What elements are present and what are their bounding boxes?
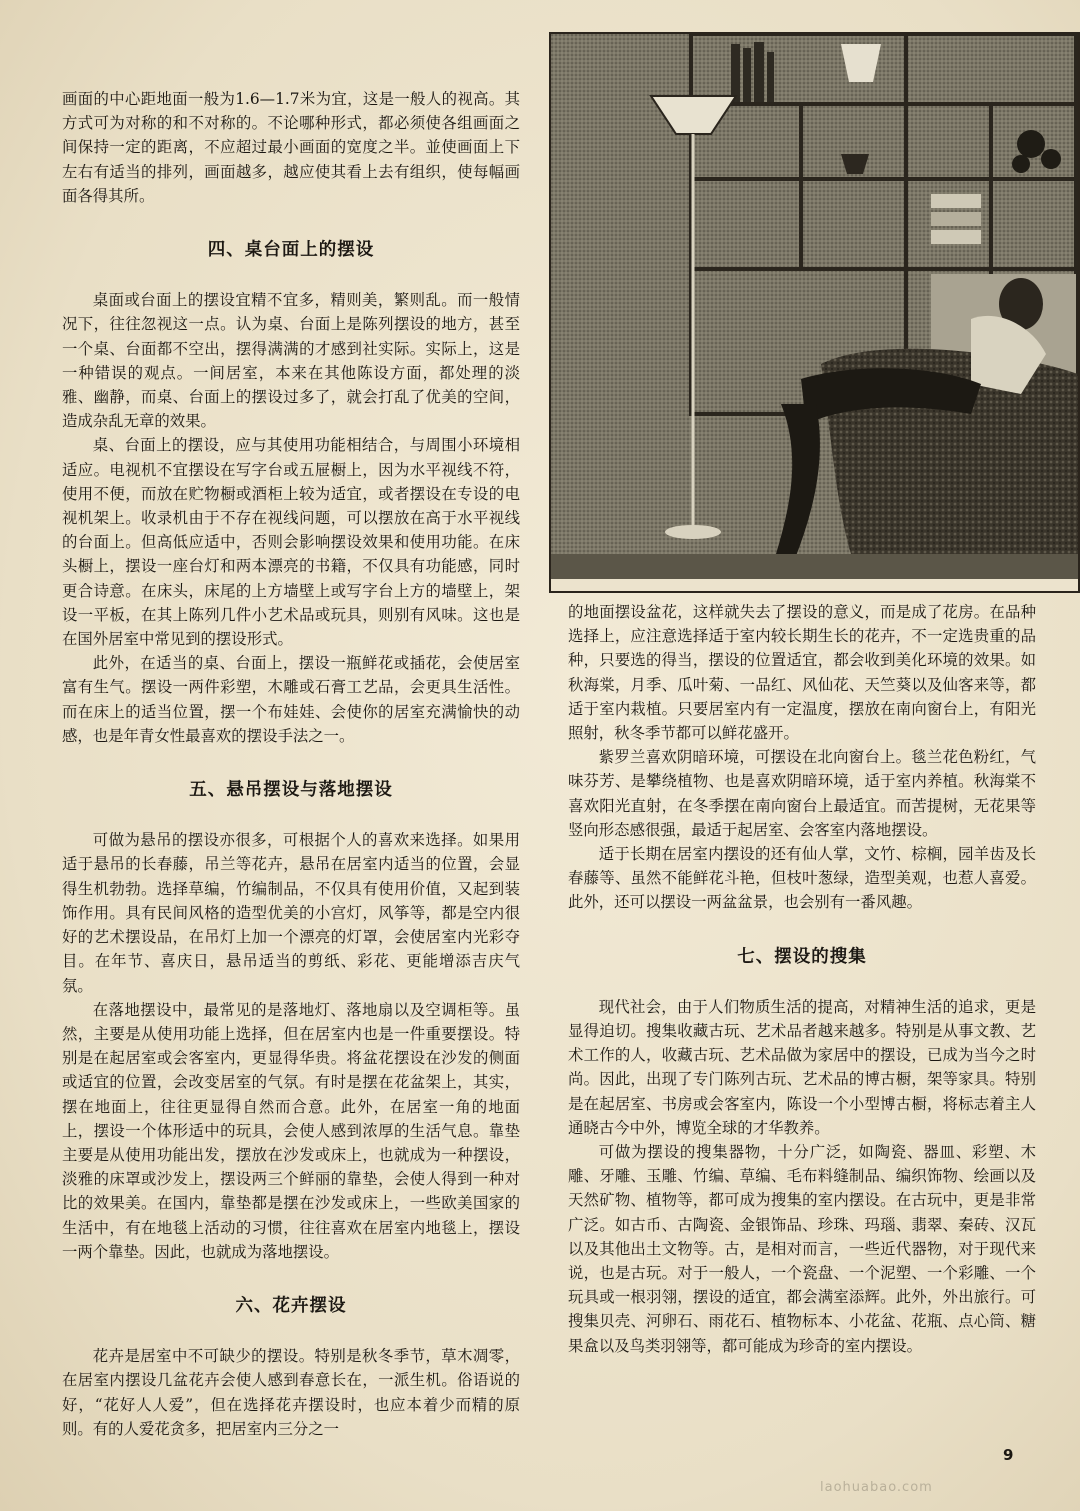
section-7-paragraph: 现代社会，由于人们物质生活的提高，对精神生活的追求，更是显得迫切。搜集收藏古玩、艺术品者越来越多。特别是从事文教、艺术工作的人，收藏古玩、艺术品做为家居中的摆设，已成为当今之时尚。因此，出现了专门陈列古玩、艺术品的博古橱，架等家具。特别是在起居室、书房或会客室内，陈设一个小型博古橱，将标志着主人通晓古今中外，博览全球的才华教养。 xyxy=(568,997,1036,1137)
section-5-paragraph: 在落地摆设中，最常见的是落地灯、落地扇以及空调柜等。虽然，主要是从使用功能上选择，但在居室内也是一件重要摆设。特别是在起居室或会客室内，更显得华贵。将盆花摆设在沙发的侧面或适宜的位置，会改变居室的气氛。有时是摆在花盆架上，其实，摆在地面上，往往更显得自然而合意。此外，在居室一角的地面上，摆设一个体形适中的玩具，会使人感到浓厚的生活气息。靠垫主要是从使用功能出发，摆放在沙发或床上，也就成为一种摆设，淡雅的床罩或沙发上，摆设两三个鲜丽的靠垫，会使人得到一种对比的效果美。在国内，靠垫都是摆在沙发或床上，一些欧美国家的生活中，有在地毯上活动的习惯，往往喜欢在居室内地毯上，摆设一两个靠垫。因此，也就成为落地摆设。 xyxy=(62,1000,520,1261)
intro-paragraph: 画面的中心距地面一般为1.6—1.7米为宜，这是一般人的视高。其方式可为对称的和不对称的。不论哪种形式，都必须使各组画面之间保持一定的距离，不应超过最小画面的宽度之半。並使画面上下左右有适当的排列，画面越多，越应使其看上去有组织，使每幅画面各得其所。 xyxy=(62,90,520,205)
section-4-paragraph: 桌、台面上的摆设，应与其使用功能相结合，与周围小环境相适应。电视机不宜摆设在写字台或五屉橱上，因为水平视线不符，使用不便，而放在贮物橱或酒柜上较为适宜，或者摆设在专设的电视机架上。收录机由于不存在视线问题，可以摆放在高于水平视线的台面上。但高低应适中，否则会影响摆设效果和使用功能。在床头橱上，摆设一座台灯和两本漂亮的书籍，不仅具有功能感，同时更合诗意。在床头，床尾的上方墙壁上或写字台上方的墙壁上，架设一平板，在其上陈列几件小艺术品或玩具，则别有风味。这也是在国外居室中常见到的摆设形式。 xyxy=(62,436,520,649)
section-4-heading: 四、桌台面上的摆设 xyxy=(207,240,375,261)
section-7-paragraph: 可做为摆设的搜集器物，十分广泛，如陶瓷、器皿、彩塑、木雕、牙雕、玉雕、竹编、草编、毛布料缝制品、编织饰物、绘画以及天然矿物、植物等，都可成为搜集的室内摆设。在古玩中，更是非常广泛。如古币、古陶瓷、金银饰品、珍珠、玛瑙、翡翠、秦砖、汉瓦以及其他出土文物等。古，是相对而言，一些近代器物，对于现代来说，也是古玩。对于一般人，一个瓷盘、一个泥塑、一个彩雕、一个玩具或一根羽翎，摆设的适宜，都会满室添辉。此外，外出旅行。可搜集贝壳、河卵石、雨花石、植物标本、小花盆、花瓶、点心筒、糖果盒以及鸟类羽翎等，都可能成为珍奇的室内摆设。 xyxy=(568,1143,1036,1355)
watermark-text: laohuabao.com xyxy=(820,1480,933,1495)
section-4-paragraph: 此外，在适当的桌、台面上，摆设一瓶鲜花或插花，会使居室富有生气。摆设一两件彩塑，木雕或石膏工艺品，会更具生活性。而在床上的适当位置，摆一个布娃娃、会使你的居室充满愉快的动感，也是年青女性最喜欢的摆设手法之一。 xyxy=(62,654,520,745)
interior-illustration xyxy=(549,32,1080,593)
section-6-heading: 六、花卉摆设 xyxy=(235,1295,347,1316)
page-number: 9 xyxy=(1003,1446,1014,1464)
section-7-heading: 七、摆设的搜集 xyxy=(737,946,867,967)
section-6-continued-paragraph: 紫罗兰喜欢阴暗环境，可摆设在北向窗台上。毯兰花色粉红，气味芬芳、是攀绕植物、也是喜欢阴暗环境，适于室内养植。秋海棠不喜欢阳光直射，在冬季摆在南向窗台上最适宜。而苦提树，无花果等竖向形态感很强，最适于起居室、会客室内落地摆设。 xyxy=(568,748,1036,839)
section-6-continued-paragraph: 的地面摆设盆花，这样就失去了摆设的意义，而是成了花房。在品种选择上，应注意选择适于室内较长期生长的花卉，不一定选贵重的品种，只要选的得当，摆设的位置适宜，都会收到美化环境的效果。如秋海棠，月季、瓜叶菊、一品红、风仙花、天竺葵以及仙客来等，都适于室内栽植。只要居室内有一定温度，摆放在南向窗台上，有阳光照射，秋冬季节都可以鲜花盛开。 xyxy=(568,603,1036,743)
section-6-continued-paragraph: 适于长期在居室内摆设的还有仙人掌，文竹、棕榈，园羊齿及长春藤等、虽然不能鲜花斗艳，但枝叶葱绿，造型美观，也惹人喜爱。此外，还可以摆设一两盆盆景，也会别有一番风趣。 xyxy=(568,845,1036,912)
section-5-heading: 五、悬吊摆设与落地摆设 xyxy=(189,780,393,801)
section-4-paragraph: 桌面或台面上的摆设宜精不宜多，精则美，繁则乱。而一般情况下，往往忽视这一点。认为桌、台面上是陈列摆设的地方，甚至一个桌、台面都不空出，摆得满满的才感到社实际。实际上，这是一种错误的观点。一间居室，本来在其他陈设方面，都处理的淡雅、幽静，而桌、台面上的摆设过多了，就会打乱了优美的空间，造成杂乱无章的效果。 xyxy=(62,291,520,431)
section-6-paragraph: 花卉是居室中不可缺少的摆设。特别是秋冬季节，草木凋零，在居室内摆设几盆花卉会使人感到春意长在，一派生机。俗语说的好，“花好人人爱”，但在选择花卉摆设时，也应本着少而精的原则。有的人爱花贪多，把居室内三分之一 xyxy=(62,1347,520,1438)
right-text-column xyxy=(568,600,1036,1358)
section-5-paragraph: 可做为悬吊的摆设亦很多，可根据个人的喜欢来选择。如果用适于悬吊的长春藤，吊兰等花卉，悬吊在居室内适当的位置，会显得生机勃勃。选择草编，竹编制品，不仅具有使用价值，又起到装饰作用。具有民间风格的造型优美的小宫灯，风筝等，都是空内很好的艺术摆设品，在吊灯上加一个漂亮的灯罩，会使居室内光彩夺目。在年节、喜庆日，悬吊适当的剪纸、彩花、更能增添吉庆气氛。 xyxy=(62,831,520,995)
interior-scene-image xyxy=(551,34,1078,591)
left-text-column xyxy=(62,87,520,1441)
